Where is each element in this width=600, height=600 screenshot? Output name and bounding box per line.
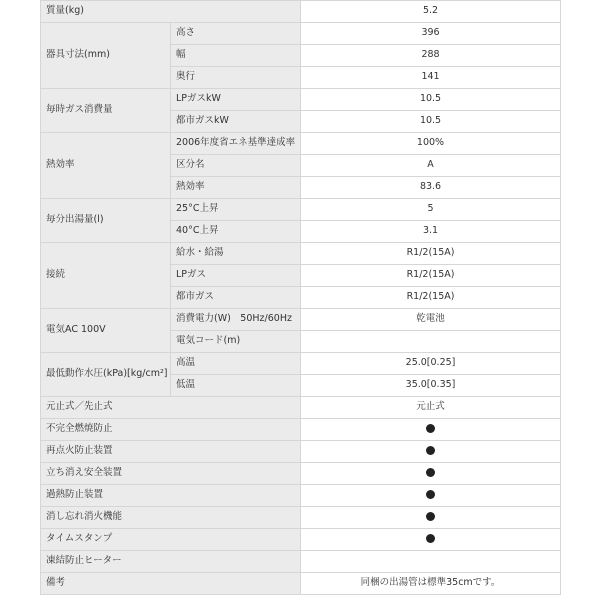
sublabel-lp-kw: LPガスkW xyxy=(171,89,301,111)
row-label-electric: 電気AC 100V xyxy=(41,309,171,353)
value-high: 25.0[0.25] xyxy=(301,353,561,375)
sublabel-40c: 40°C上昇 xyxy=(171,221,301,243)
table-row xyxy=(41,397,561,419)
sublabel-water: 給水・給湯 xyxy=(171,243,301,265)
row-label-forget-off: 消し忘れ消火機能 xyxy=(41,507,301,529)
row-label-incomplete-combustion: 不完全燃焼防止 xyxy=(41,419,301,441)
row-label-overheat: 過熱防止装置 xyxy=(41,485,301,507)
sublabel-class: 区分名 xyxy=(171,155,301,177)
sublabel-high: 高温 xyxy=(171,353,301,375)
row-label-dimensions: 器具寸法(mm) xyxy=(41,23,171,89)
sublabel-city-kw: 都市ガスkW xyxy=(171,111,301,133)
sublabel-low: 低温 xyxy=(171,375,301,397)
row-label-connection: 接続 xyxy=(41,243,171,309)
table-row xyxy=(41,353,561,375)
value-cord xyxy=(301,331,561,353)
value-low: 35.0[0.35] xyxy=(301,375,561,397)
value-25c: 5 xyxy=(301,199,561,221)
table-row xyxy=(41,551,561,573)
sublabel-cord: 電気コード(m) xyxy=(171,331,301,353)
table-row xyxy=(41,485,561,507)
value-power: 乾電池 xyxy=(301,309,561,331)
row-label-stop-type: 元止式／先止式 xyxy=(41,397,301,419)
row-label-reignition: 再点火防止装置 xyxy=(41,441,301,463)
sublabel-height: 高さ xyxy=(171,23,301,45)
feature-dot-icon xyxy=(426,424,435,433)
value-class: A xyxy=(301,155,561,177)
table-row xyxy=(41,419,561,441)
row-label-weight: 質量(kg) xyxy=(41,1,301,23)
table-row xyxy=(41,89,561,111)
table-row xyxy=(41,309,561,331)
table-row xyxy=(41,133,561,155)
value-depth: 141 xyxy=(301,67,561,89)
table-row xyxy=(41,573,561,595)
value-height: 396 xyxy=(301,23,561,45)
value-lp-kw: 10.5 xyxy=(301,89,561,111)
table-row xyxy=(41,23,561,45)
sublabel-standard: 2006年度省エネ基準達成率 xyxy=(171,133,301,155)
feature-dot-icon xyxy=(426,468,435,477)
row-label-efficiency: 熱効率 xyxy=(41,133,171,199)
feature-dot-icon xyxy=(426,534,435,543)
feature-dot-icon xyxy=(426,490,435,499)
table-row xyxy=(41,1,561,23)
spec-table xyxy=(40,0,561,595)
row-label-freeze-heater: 凍結防止ヒーター xyxy=(41,551,301,573)
value-city-gas: R1/2(15A) xyxy=(301,287,561,309)
row-label-timestamp: タイムスタンプ xyxy=(41,529,301,551)
value-lp-gas: R1/2(15A) xyxy=(301,265,561,287)
value-city-kw: 10.5 xyxy=(301,111,561,133)
value-width: 288 xyxy=(301,45,561,67)
value-freeze-heater xyxy=(301,551,561,573)
sublabel-city-gas: 都市ガス xyxy=(171,287,301,309)
table-row xyxy=(41,441,561,463)
table-row xyxy=(41,463,561,485)
table-row xyxy=(41,529,561,551)
table-row xyxy=(41,199,561,221)
sublabel-25c: 25°C上昇 xyxy=(171,199,301,221)
row-label-tip-over: 立ち消え安全装置 xyxy=(41,463,301,485)
sublabel-width: 幅 xyxy=(171,45,301,67)
row-value-weight: 5.2 xyxy=(301,1,561,23)
row-label-flow: 毎分出湯量(l) xyxy=(41,199,171,243)
feature-dot-icon xyxy=(426,512,435,521)
value-eff: 83.6 xyxy=(301,177,561,199)
sublabel-eff: 熱効率 xyxy=(171,177,301,199)
value-40c: 3.1 xyxy=(301,221,561,243)
value-water: R1/2(15A) xyxy=(301,243,561,265)
sublabel-power: 消費電力(W) 50Hz/60Hz xyxy=(171,309,301,331)
table-row xyxy=(41,243,561,265)
sublabel-lp-gas: LPガス xyxy=(171,265,301,287)
row-label-pressure: 最低動作水圧(kPa)[kg/cm²] xyxy=(41,353,171,397)
table-row xyxy=(41,507,561,529)
feature-dot-icon xyxy=(426,446,435,455)
value-standard: 100% xyxy=(301,133,561,155)
row-label-remarks: 備考 xyxy=(41,573,301,595)
sublabel-depth: 奥行 xyxy=(171,67,301,89)
value-stop-type: 元止式 xyxy=(301,397,561,419)
value-remarks: 同梱の出湯管は標準35cmです。 xyxy=(301,573,561,595)
row-label-gas-consumption: 毎時ガス消費量 xyxy=(41,89,171,133)
